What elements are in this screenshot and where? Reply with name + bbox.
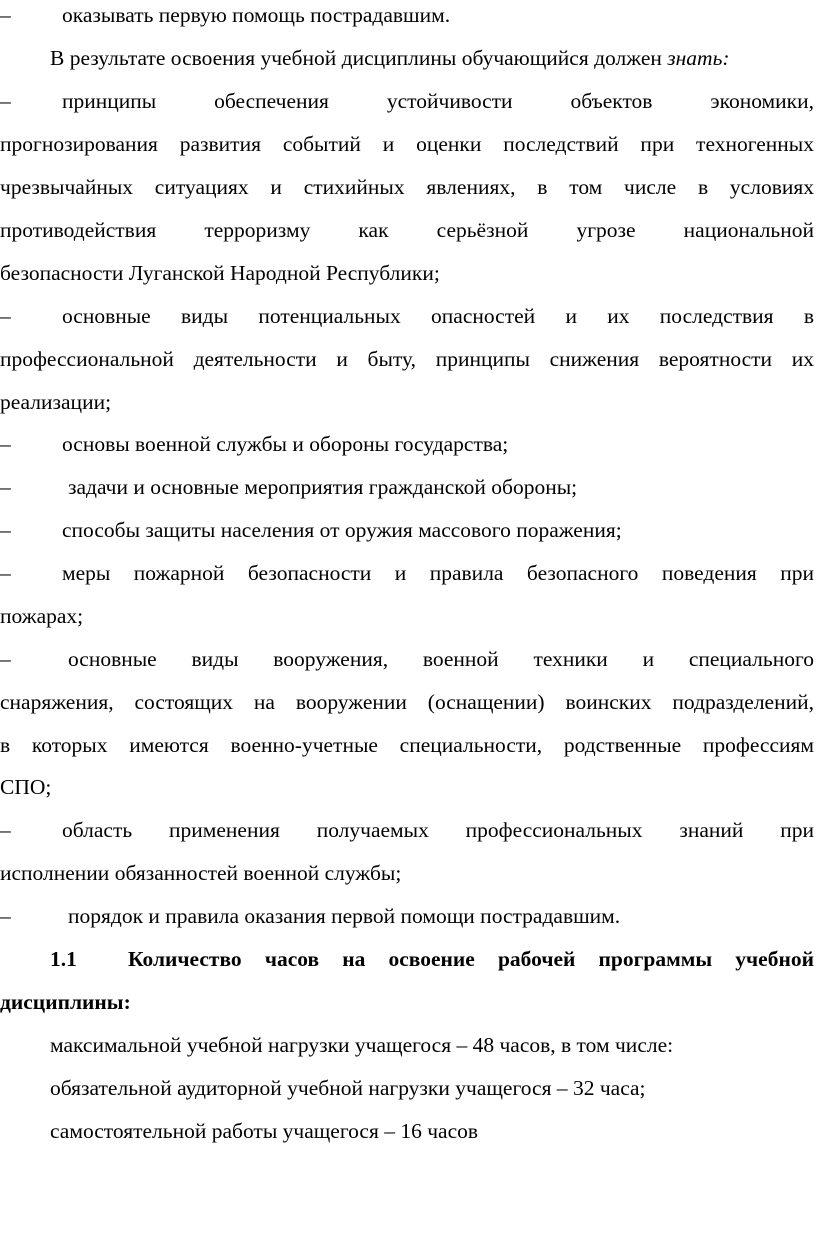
list-item xyxy=(0,810,816,850)
list-item xyxy=(0,467,816,507)
list-item-text: основные виды вооружения, военной техники и специального xyxy=(68,647,814,671)
list-item-text: основы военной службы и обороны государства; xyxy=(62,432,509,456)
list-item-line: чрезвычайных ситуациях и стихийных явлениях, в том числе в условиях xyxy=(0,175,814,199)
list-item-text: задачи и основные мероприятия гражданской обороны; xyxy=(68,475,578,499)
list-item-line: исполнении обязанностей военной службы; xyxy=(0,861,402,885)
know-intro-text: В результате освоения учебной дисциплины обучающийся должен xyxy=(50,46,662,70)
section-title: Количество часов на освоение рабочей программы учебной xyxy=(128,947,814,971)
list-item xyxy=(0,296,816,336)
list-item xyxy=(0,81,816,121)
list-item xyxy=(0,553,816,593)
section-title-continued: дисциплины: xyxy=(0,990,131,1014)
list-dash: – xyxy=(0,304,11,328)
section-heading-line xyxy=(0,982,816,1022)
list-item-text: оказывать первую помощь пострадавшим. xyxy=(62,3,451,27)
list-item-line: профессиональной деятельности и быту, принципы снижения вероятности их xyxy=(0,347,814,371)
know-intro xyxy=(0,38,816,78)
list-item xyxy=(0,896,816,936)
hours-line: максимальной учебной нагрузки учащегося – 48 часов, в том числе: xyxy=(50,1033,674,1057)
list-item-line: прогнозирования развития событий и оценки последствий при техногенных xyxy=(0,132,814,156)
list-dash: – xyxy=(0,904,11,928)
hours-line: самостоятельной работы учащегося – 16 часов xyxy=(50,1119,479,1143)
list-dash: – xyxy=(0,432,11,456)
section-number: 1.1 xyxy=(50,947,77,971)
list-item-line: противодействия терроризму как серьёзной угрозе национальной xyxy=(0,218,814,242)
list-item-line: пожарах; xyxy=(0,604,84,628)
list-dash: – xyxy=(0,475,11,499)
list-item-text: порядок и правила оказания первой помощи пострадавшим. xyxy=(68,904,621,928)
list-item-text: область применения получаемых профессиональных знаний при xyxy=(62,818,814,842)
section-heading xyxy=(0,939,816,979)
list-item-line: СПО; xyxy=(0,775,52,799)
list-item-line: реализации; xyxy=(0,390,112,414)
list-dash: – xyxy=(0,561,11,585)
list-item-text: меры пожарной безопасности и правила безопасного поведения при xyxy=(62,561,814,585)
know-intro-emphasis: знать: xyxy=(667,46,730,70)
list-item-text: принципы обеспечения устойчивости объектов экономики, xyxy=(62,89,814,113)
list-item-line: в которых имеются военно-учетные специальности, родственные профессиям xyxy=(0,733,814,757)
list-dash: – xyxy=(0,3,11,27)
list-item-text: основные виды потенциальных опасностей и их последствия в xyxy=(62,304,814,328)
hours-line: обязательной аудиторной учебной нагрузки учащегося – 32 часа; xyxy=(50,1076,646,1100)
list-item-text: способы защиты населения от оружия массового поражения; xyxy=(62,518,622,542)
list-dash: – xyxy=(0,818,11,842)
list-item-line: безопасности Луганской Народной Республики; xyxy=(0,261,440,285)
list-dash: – xyxy=(0,518,11,542)
list-dash: – xyxy=(0,89,11,113)
list-item xyxy=(0,424,816,464)
list-item xyxy=(0,639,816,679)
list-item xyxy=(0,0,816,35)
list-item-line: снаряжения, состоящих на вооружении (оснащении) воинских подразделений, xyxy=(0,690,814,714)
list-item xyxy=(0,510,816,550)
list-dash: – xyxy=(0,647,11,671)
